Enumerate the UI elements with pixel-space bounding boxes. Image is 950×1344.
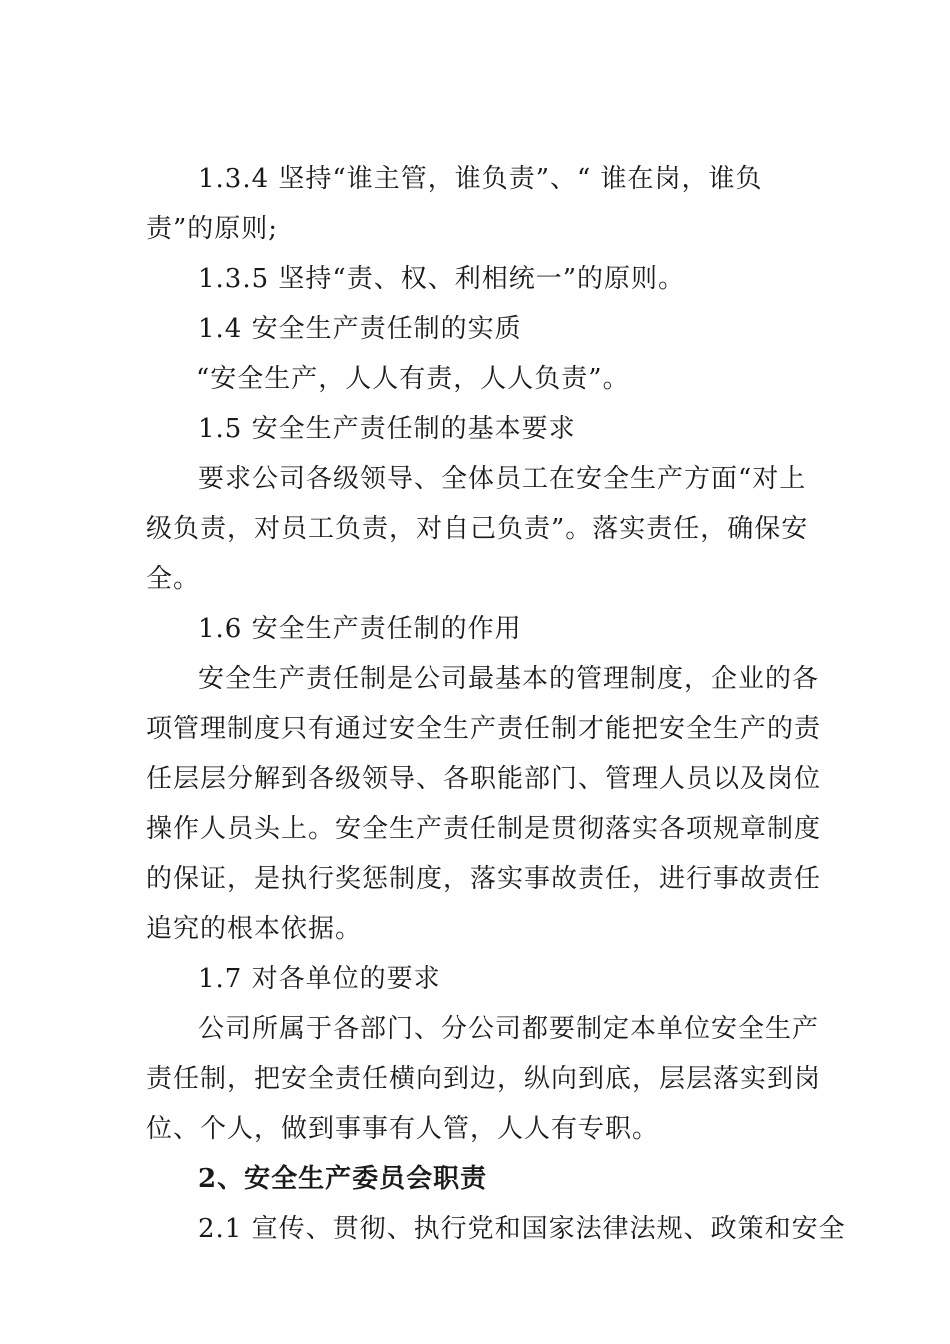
paragraph-1-6-line-5: 的保证，是执行奖惩制度，落实事故责任，进行事故责任 (146, 864, 822, 894)
paragraph-1-5-line-3: 全。 (146, 564, 201, 594)
paragraph-1-3-4-line-2: 责”的原则; (146, 214, 279, 244)
heading-1-7: 1.7 对各单位的要求 (198, 964, 441, 994)
heading-1-4: 1.4 安全生产责任制的实质 (198, 314, 522, 344)
paragraph-1-5-line-2: 级负责，对员工负责，对自己负责”。落实责任，确保安 (146, 514, 809, 544)
paragraph-1-6-line-3: 任层层分解到各级领导、各职能部门、管理人员以及岗位 (146, 764, 822, 794)
paragraph-1-6-line-1: 安全生产责任制是公司最基本的管理制度，企业的各 (198, 664, 820, 694)
heading-1-6: 1.6 安全生产责任制的作用 (198, 614, 522, 644)
paragraph-1-6-line-2: 项管理制度只有通过安全生产责任制才能把安全生产的责 (146, 714, 822, 744)
paragraph-1-3-5: 1.3.5 坚持“责、权、利相统一”的原则。 (198, 264, 686, 294)
paragraph-2-1-line-1: 2.1 宣传、贯彻、执行党和国家法律法规、政策和安全 (198, 1214, 846, 1244)
paragraph-1-5-line-1: 要求公司各级领导、全体员工在安全生产方面“对上 (198, 464, 807, 494)
section-heading-2: 2、安全生产委员会职责 (198, 1164, 488, 1194)
paragraph-1-7-line-2: 责任制，把安全责任横向到边，纵向到底，层层落实到岗 (146, 1064, 822, 1094)
paragraph-1-3-4-line-1: 1.3.4 坚持“谁主管，谁负责”、“ 谁在岗，谁负 (198, 164, 763, 194)
paragraph-1-7-line-1: 公司所属于各部门、分公司都要制定本单位安全生产 (198, 1014, 820, 1044)
heading-1-5: 1.5 安全生产责任制的基本要求 (198, 414, 576, 444)
paragraph-1-4-quote: “安全生产，人人有责，人人负责”。 (196, 364, 630, 394)
paragraph-1-6-line-4: 操作人员头上。安全生产责任制是贯彻落实各项规章制度 (146, 814, 822, 844)
paragraph-1-6-line-6: 追究的根本依据。 (146, 914, 363, 944)
paragraph-1-7-line-3: 位、个人，做到事事有人管，人人有专职。 (146, 1114, 660, 1144)
